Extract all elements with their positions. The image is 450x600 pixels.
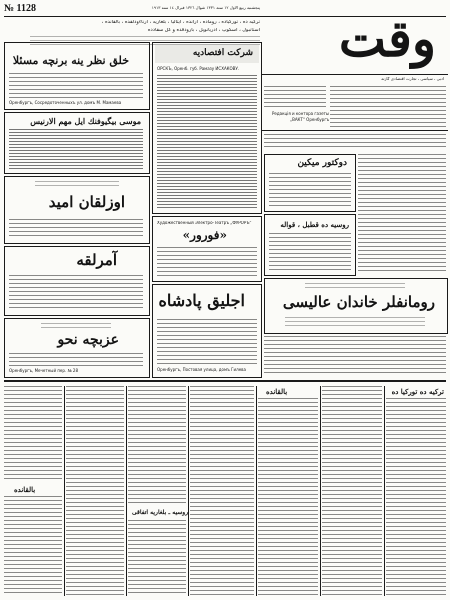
right-box-doctor-body	[269, 173, 351, 207]
left-box-5	[4, 318, 150, 378]
middle-box-3-address: Оренбургъ, Постовая улица, домъ Гилева	[157, 367, 246, 372]
bottom-col-3b	[128, 520, 186, 596]
bottom-sub-heading: روسیه ـ بلغاریه اتفاقی	[132, 509, 189, 516]
left-box-4-heading: آمرلقه	[76, 251, 117, 269]
bottom-col-2	[66, 386, 124, 596]
left-box-4-body	[9, 275, 143, 311]
left-box-2	[4, 112, 150, 174]
bottom-left-heading: بالقانده	[14, 485, 36, 494]
masthead-subscription-text	[330, 86, 446, 130]
right-lower-lines	[264, 336, 446, 376]
middle-box-2	[152, 216, 262, 282]
right-box-doctor	[264, 154, 356, 212]
bottom-col-3a	[128, 386, 186, 506]
left-box-2-body	[9, 129, 143, 169]
middle-box-3-heading: اجليق پادشاه	[158, 291, 245, 310]
left-box-5-body	[9, 353, 143, 367]
right-box-2	[264, 214, 356, 276]
section-divider	[4, 380, 446, 382]
middle-box-2-heading: «فورور»	[182, 228, 227, 242]
bottom-col-4	[190, 386, 254, 596]
column-rule-1	[64, 386, 65, 596]
masthead-bottom-rule	[262, 130, 448, 131]
right-box-2-body	[269, 233, 351, 271]
left-box-1-heading: خلق نظر ینه برنچه مسئلا	[12, 54, 129, 67]
left-box-1	[4, 42, 150, 110]
issue-number: № 1128	[4, 3, 36, 14]
bottom-center-heading: بالقانده	[266, 387, 288, 396]
bottom-col-5	[258, 398, 318, 596]
right-box-3-body	[285, 317, 425, 329]
bottom-col-1a	[4, 386, 62, 482]
bottom-col-1b	[4, 496, 62, 596]
masthead-caption: ادبی ، سیاسی ، تجارت اقتصادی گازته	[381, 77, 444, 81]
right-box-2-heading: روسيه ده قطبل ، قواله	[280, 220, 349, 229]
middle-box-3	[152, 284, 262, 378]
left-box-5-heading: عزبچه نحو	[57, 332, 119, 348]
middle-box-1	[152, 42, 262, 214]
subtitle-line-2: استانبول ، اسکوپ ، آدریانوپل ، بارودقده و گل سقادده	[147, 28, 260, 33]
left-box-3-top	[35, 181, 119, 189]
left-box-5-top	[41, 323, 111, 331]
masthead-title: وقت	[338, 9, 436, 68]
right-box-3-top	[305, 283, 405, 291]
left-box-2-heading: موسى بيگيوفنك ايل مهم الارنيس	[30, 116, 141, 126]
left-box-5-address: Оренбургъ, Мечетный пер. № 28	[9, 368, 78, 373]
contact-right: Редакція и контора газеты	[272, 111, 330, 116]
column-rule-5	[320, 386, 321, 596]
middle-box-1-price-list	[157, 75, 257, 209]
bottom-right-heading: ترکیه ده تورکیا ده	[391, 387, 444, 396]
left-box-1-address: Оренбургъ, Сосредоточенныхъ ул. домъ М. Мамаева	[9, 100, 122, 105]
column-rule-6	[384, 386, 385, 596]
masthead-rule	[262, 74, 448, 75]
middle-box-2-ru-heading: Художественный Электро-Театръ „ФУРОРЪ“	[157, 221, 252, 225]
column-rule-4	[256, 386, 257, 596]
subtitle-line-1: ترکیه ده ، تورکیاده ، روماده ، ارانده ، ایتالیا ، بلغاریه ، آرناءودلقده ، بالقانده ،	[101, 20, 260, 25]
right-box-doctor-heading: دوكتور ميكين	[297, 158, 347, 168]
right-box-3	[264, 278, 448, 334]
contact-right-2: „ВАКТ“ Оренбургъ	[290, 117, 330, 122]
right-column-article	[358, 154, 446, 274]
right-news-lines	[264, 134, 446, 150]
left-box-3	[4, 176, 150, 244]
bottom-col-6	[322, 386, 382, 596]
masthead-price-text	[264, 86, 326, 110]
column-rule-3	[188, 386, 189, 596]
middle-box-1-address: ОРСКЪ, Оренб. губ. Рамазу ИСХАКОВУ.	[157, 66, 240, 71]
middle-box-2-body	[157, 247, 257, 277]
left-box-3-body	[9, 219, 143, 239]
right-box-3-heading: رومانفلر خاندان عالیسی	[282, 293, 435, 311]
left-box-3-heading: اوزلقان امید	[48, 193, 125, 211]
left-box-4	[4, 246, 150, 316]
column-rule-2	[126, 386, 127, 596]
left-box-1-body	[9, 73, 143, 99]
date-line: پنجشنبه ربیع الاول ١٢ ستة ١٣٣١ شوال ١٣٢٦ فبرال ١٤ سنه ١٩١٣	[151, 6, 260, 10]
bottom-col-7	[386, 398, 446, 596]
middle-box-1-heading: شرکت افتصادیه	[192, 48, 253, 58]
middle-box-3-body	[157, 319, 257, 365]
